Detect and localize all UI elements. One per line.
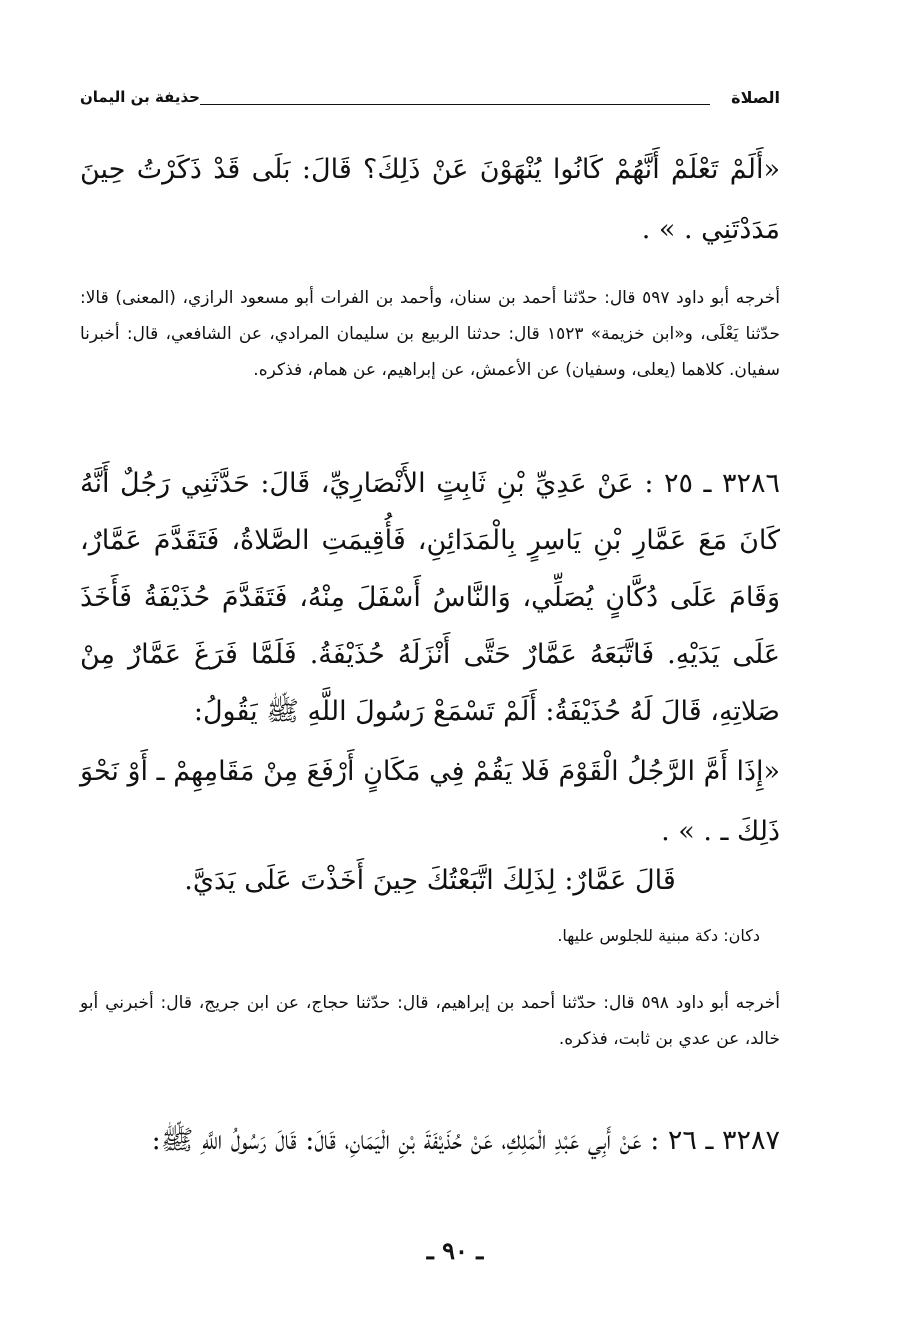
page-number: ـ ٩٠ ـ <box>426 1236 484 1265</box>
source-note-1: أخرجه أبو داود ٥٩٧ قال: حدّثنا أحمد بن سنان، وأحمد بن الفرات أبو مسعود الرازي، (المعنى) قالا: حدّثنا يَعْلَى، و«ابن خزيمة» ١٥٢٣ قال: حدثنا الربيع بن سليمان المرادي، عن الشافعي، قال: أخبرنا سفيان. كلاهما (يعلى، وسفيان) عن الأعمش، عن إبراهيم، عن همام، فذكره. <box>80 288 780 380</box>
quote-paragraph-1: «أَلَمْ تَعْلَمْ أَنَّهُمْ كَانُوا يُنْهَوْنَ عَنْ ذَلِكَ؟ قَالَ: بَلَى قَدْ ذَكَرْتُ حِينَ مَدَدْتَنِي . » . <box>80 154 780 245</box>
header-chapter: الصلاة <box>731 88 780 107</box>
running-header <box>80 88 780 112</box>
hadith-3287: ٣٢٨٧ ـ ٢٦ : عَنْ أَبِي عَبْدِ الْمَلِكِ، عَنْ حُذَيْفَةَ بْنِ الْيَمَانِ، قَالَ: قَالَ رَسُولُ اللَّهِ ﷺ: <box>151 1125 780 1156</box>
quote-paragraph-2: «إِذَا أَمَّ الرَّجُلُ الْقَوْمَ فَلا يَقُمْ فِي مَكَانٍ أَرْفَعَ مِنْ مَقَامِهِمْ ـ أَوْ نَحْوَ ذَلِكَ ـ . » . <box>80 756 780 847</box>
source-note-2: أخرجه أبو داود ٥٩٨ قال: حدّثنا أحمد بن إبراهيم، قال: حدّثنا حجاج، عن ابن جريج، قال: أخبرني أبو خالد، عن عدي بن ثابت، فذكره. <box>80 993 780 1049</box>
hadith-3286: ٣٢٨٦ ـ ٢٥ : عَنْ عَدِيِّ بْنِ ثَابِتٍ الأَنْصَارِيِّ، قَالَ: حَدَّثَنِي رَجُلٌ أَنَّهُ كَانَ مَعَ عَمَّارِ بْنِ يَاسِرٍ بِالْمَدَائِنِ، فَأُقِيمَتِ الصَّلاةُ، فَتَقَدَّمَ عَمَّارٌ، وَقَامَ عَلَى دُكَّانٍ يُصَلِّي، وَالنَّاسُ أَسْفَلَ مِنْهُ، فَتَقَدَّمَ حُذَيْفَةُ فَأَخَذَ عَلَى يَدَيْهِ. فَاتَّبَعَهُ عَمَّارٌ حَتَّى أَنْزَلَهُ حُذَيْفَةُ. فَلَمَّا فَرَغَ عَمَّارٌ مِنْ صَلاتِهِ، قَالَ لَهُ حُذَيْفَةُ: أَلَمْ تَسْمَعْ رَسُولَ اللَّهِ ﷺ يَقُولُ: <box>80 468 781 727</box>
ammar-reply: قَالَ عَمَّارٌ: لِذَلِكَ اتَّبَعْتُكَ حِينَ أَخَذْتَ عَلَى يَدَيَّ. <box>184 865 676 896</box>
header-narrator: حذيفة بن اليمان <box>80 88 200 106</box>
header-rule <box>200 104 710 105</box>
gloss-note: دكان: دكة مبنية للجلوس عليها. <box>557 926 760 945</box>
